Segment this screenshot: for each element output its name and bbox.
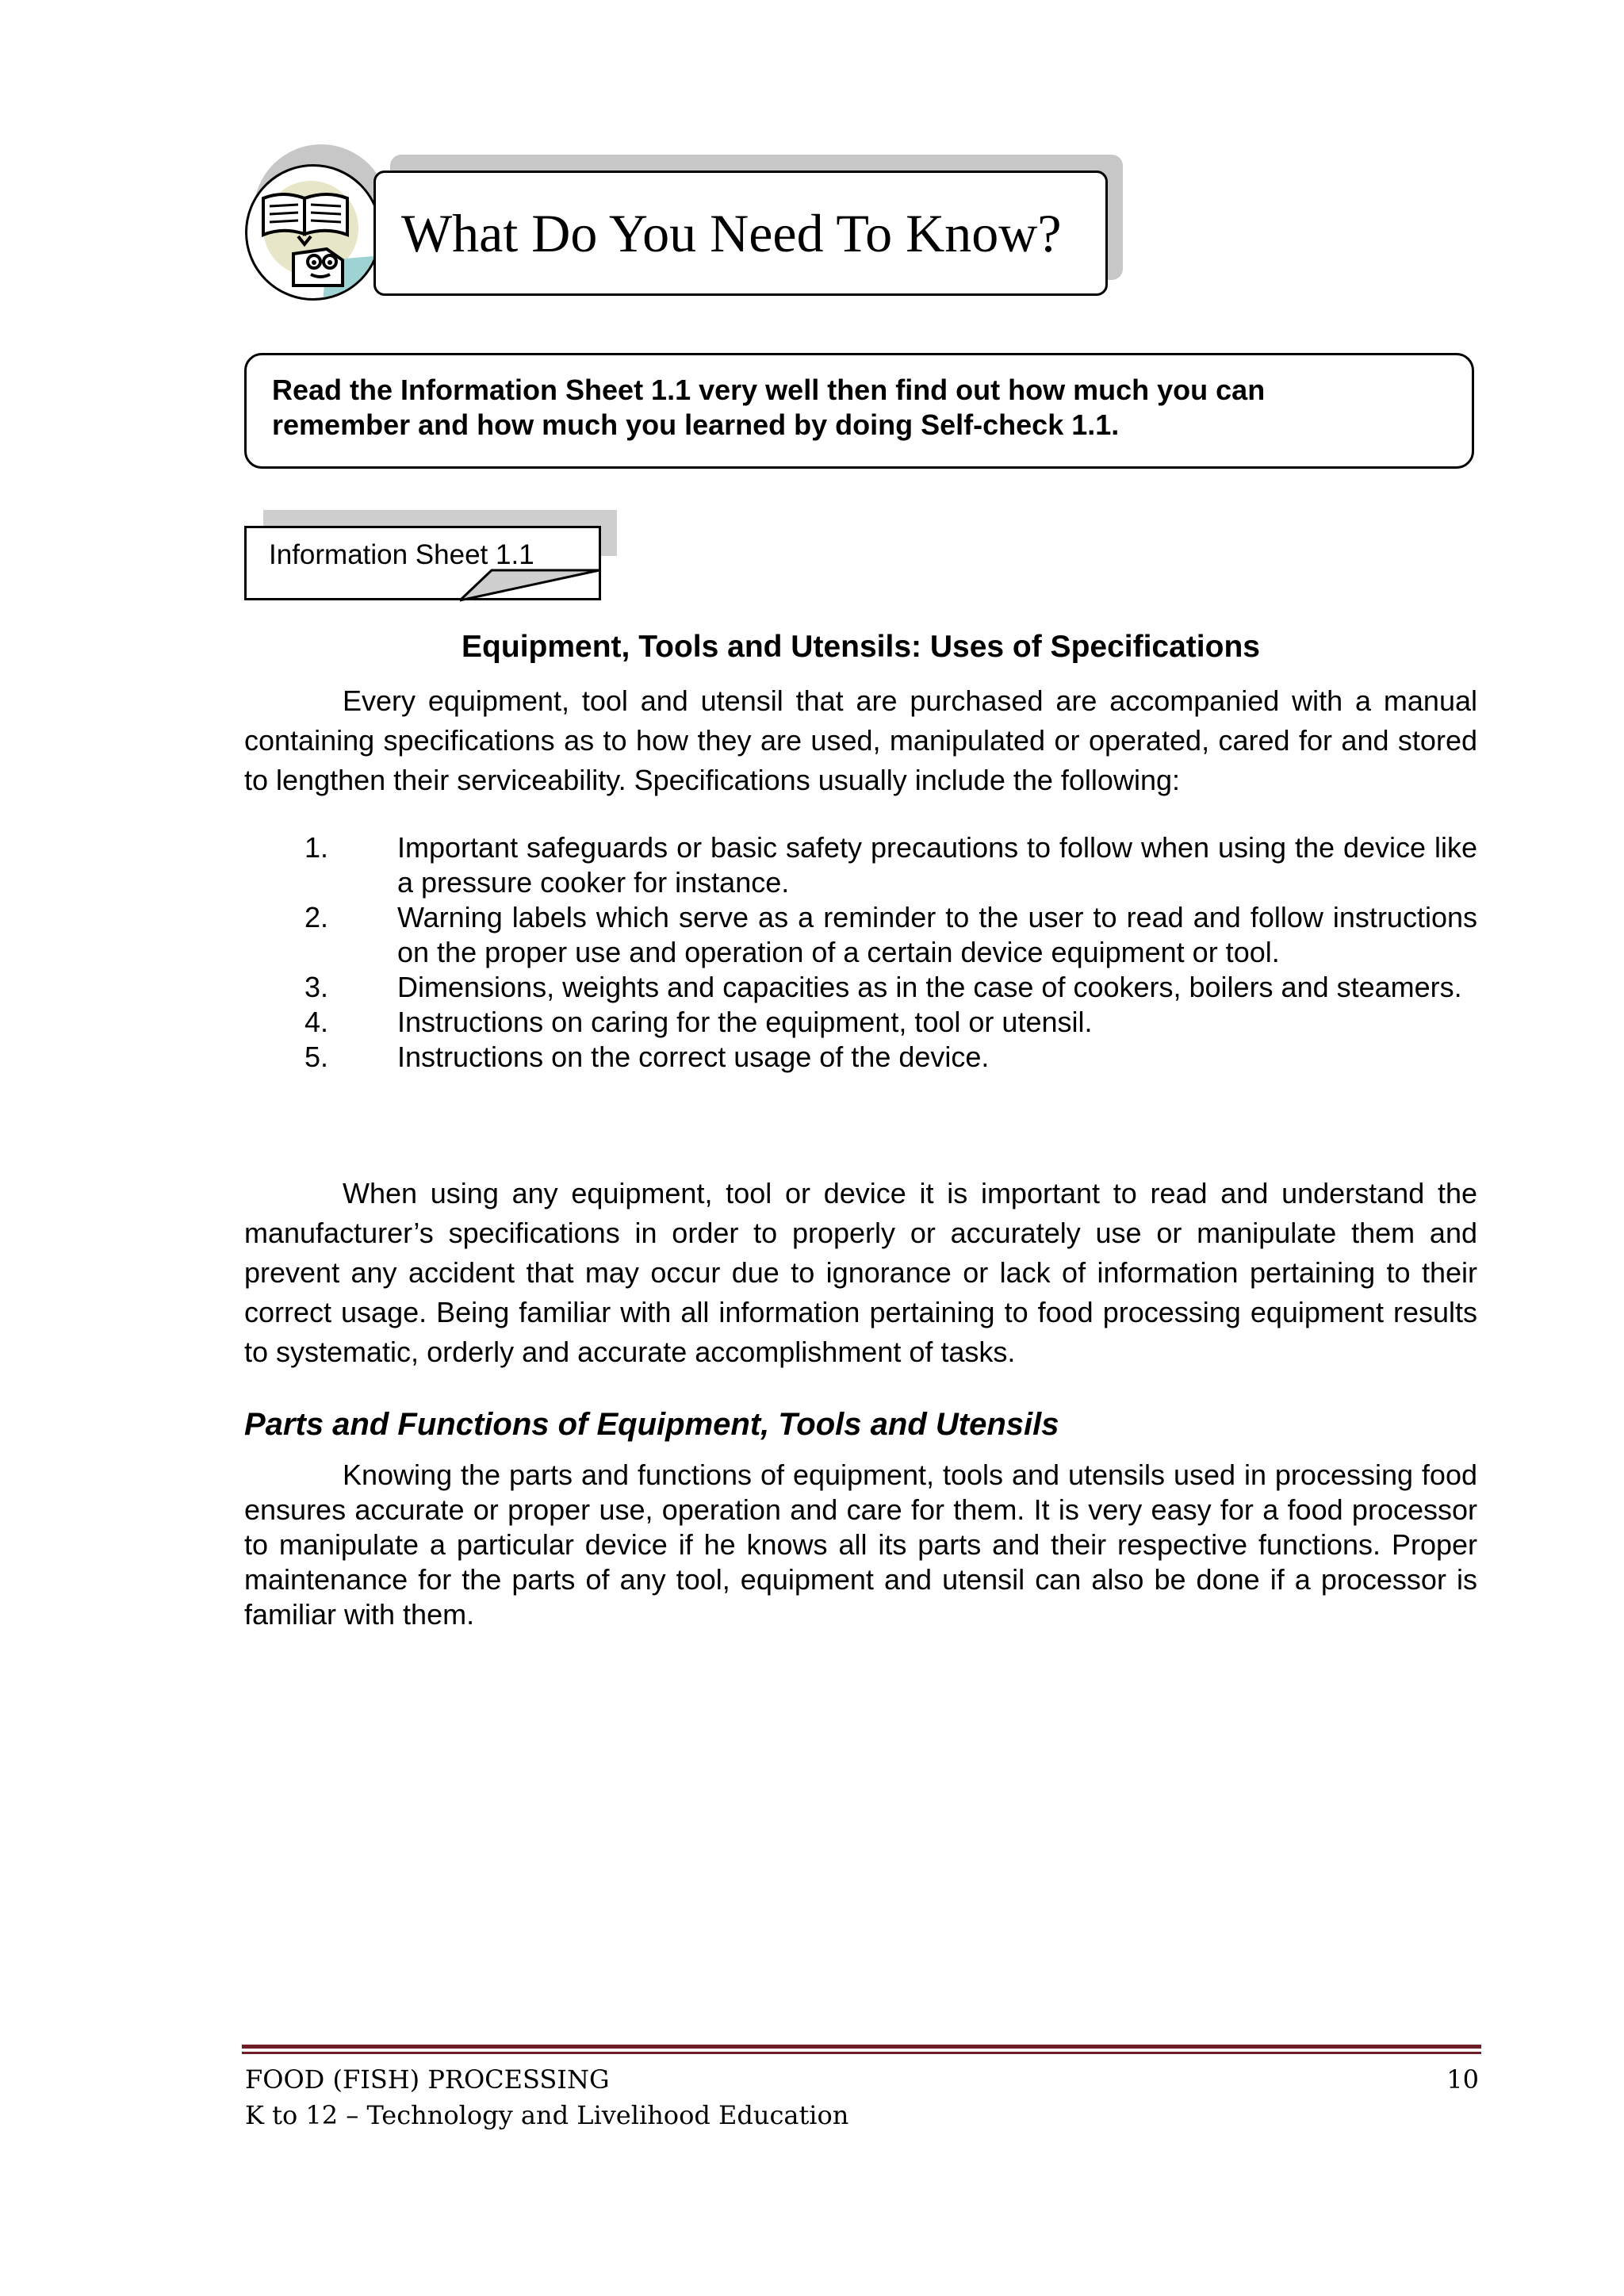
page-curl-icon	[460, 569, 603, 602]
footer-subject: FOOD (FISH) PROCESSING	[245, 2064, 610, 2095]
list-item	[244, 970, 1477, 1005]
section-banner	[373, 171, 1108, 296]
list-item-text: Instructions on the correct usage of the device.	[397, 1041, 990, 1073]
list-item	[244, 830, 1477, 900]
info-sheet-label: Information Sheet 1.1	[269, 539, 534, 570]
list-item-text: Instructions on caring for the equipment, tool or utensil.	[397, 1006, 1093, 1038]
reader-with-book-icon	[245, 164, 381, 301]
intro-paragraph: Every equipment, tool and utensil that are purchased are accompanied with a manual containing specifications as to how they are used, manipulated or operated, cared for and stored to lengthen their serviceability. Specifications usually include the following:	[244, 684, 1477, 796]
page-number: 10	[1446, 2064, 1479, 2095]
list-item	[244, 1040, 1477, 1075]
footer-info	[245, 2062, 848, 2133]
footer-divider	[242, 2045, 1481, 2049]
list-item-text: Dimensions, weights and capacities as in the case of cookers, boilers and steamers.	[397, 971, 1462, 1003]
instruction-line: remember and how much you learned by doing Self-check 1.1.	[272, 408, 1120, 441]
closing-paragraph: When using any equipment, tool or device it is important to read and understand the manufacturer’s specifications in order to properly or accurately use or manipulate them and prevent any accident that may occur due to ignorance or lack of information pertaining to their correct usage. Being familiar with all information pertaining to food processing equipment results to systematic, orderly and accurate accomplishment of tasks.	[244, 1177, 1477, 1368]
footer-divider	[242, 2052, 1481, 2054]
instruction-box	[244, 353, 1474, 469]
list-item-number: 4.	[304, 1006, 329, 1038]
list-item-text: Important safeguards or basic safety precautions to follow when using the device like a pressure cooker for instance.	[397, 831, 1477, 899]
page-title: What Do You Need To Know?	[401, 202, 1062, 263]
instruction-line: Read the Information Sheet 1.1 very well then find out how much you can	[272, 374, 1266, 406]
parts-paragraph: Knowing the parts and functions of equipment, tools and utensils used in processing food ensures accurate or proper use, operation and care for them. It is very easy for a food processor to manipulate a particular device if he knows all its parts and their respective functions. Proper maintenance for the parts of any tool, equipment and utensil can also be done if a processor is familiar with them.	[244, 1458, 1477, 1631]
specifications-list	[244, 830, 1477, 1075]
list-item	[244, 1005, 1477, 1040]
footer-course: K to 12 – Technology and Livelihood Education	[245, 2100, 849, 2130]
list-item	[244, 900, 1477, 970]
list-item-number: 2.	[304, 901, 329, 933]
list-item-number: 5.	[304, 1041, 329, 1073]
list-item-number: 3.	[304, 971, 329, 1003]
list-item-text: Warning labels which serve as a reminder to the user to read and follow instructions on the proper use and operation of a certain device equipment or tool.	[397, 901, 1477, 968]
instruction-text	[272, 373, 1448, 443]
section-title: Equipment, Tools and Utensils: Uses of Specifications	[462, 630, 1260, 664]
parts-heading: Parts and Functions of Equipment, Tools and Utensils	[244, 1407, 1059, 1442]
list-item-number: 1.	[304, 831, 329, 864]
